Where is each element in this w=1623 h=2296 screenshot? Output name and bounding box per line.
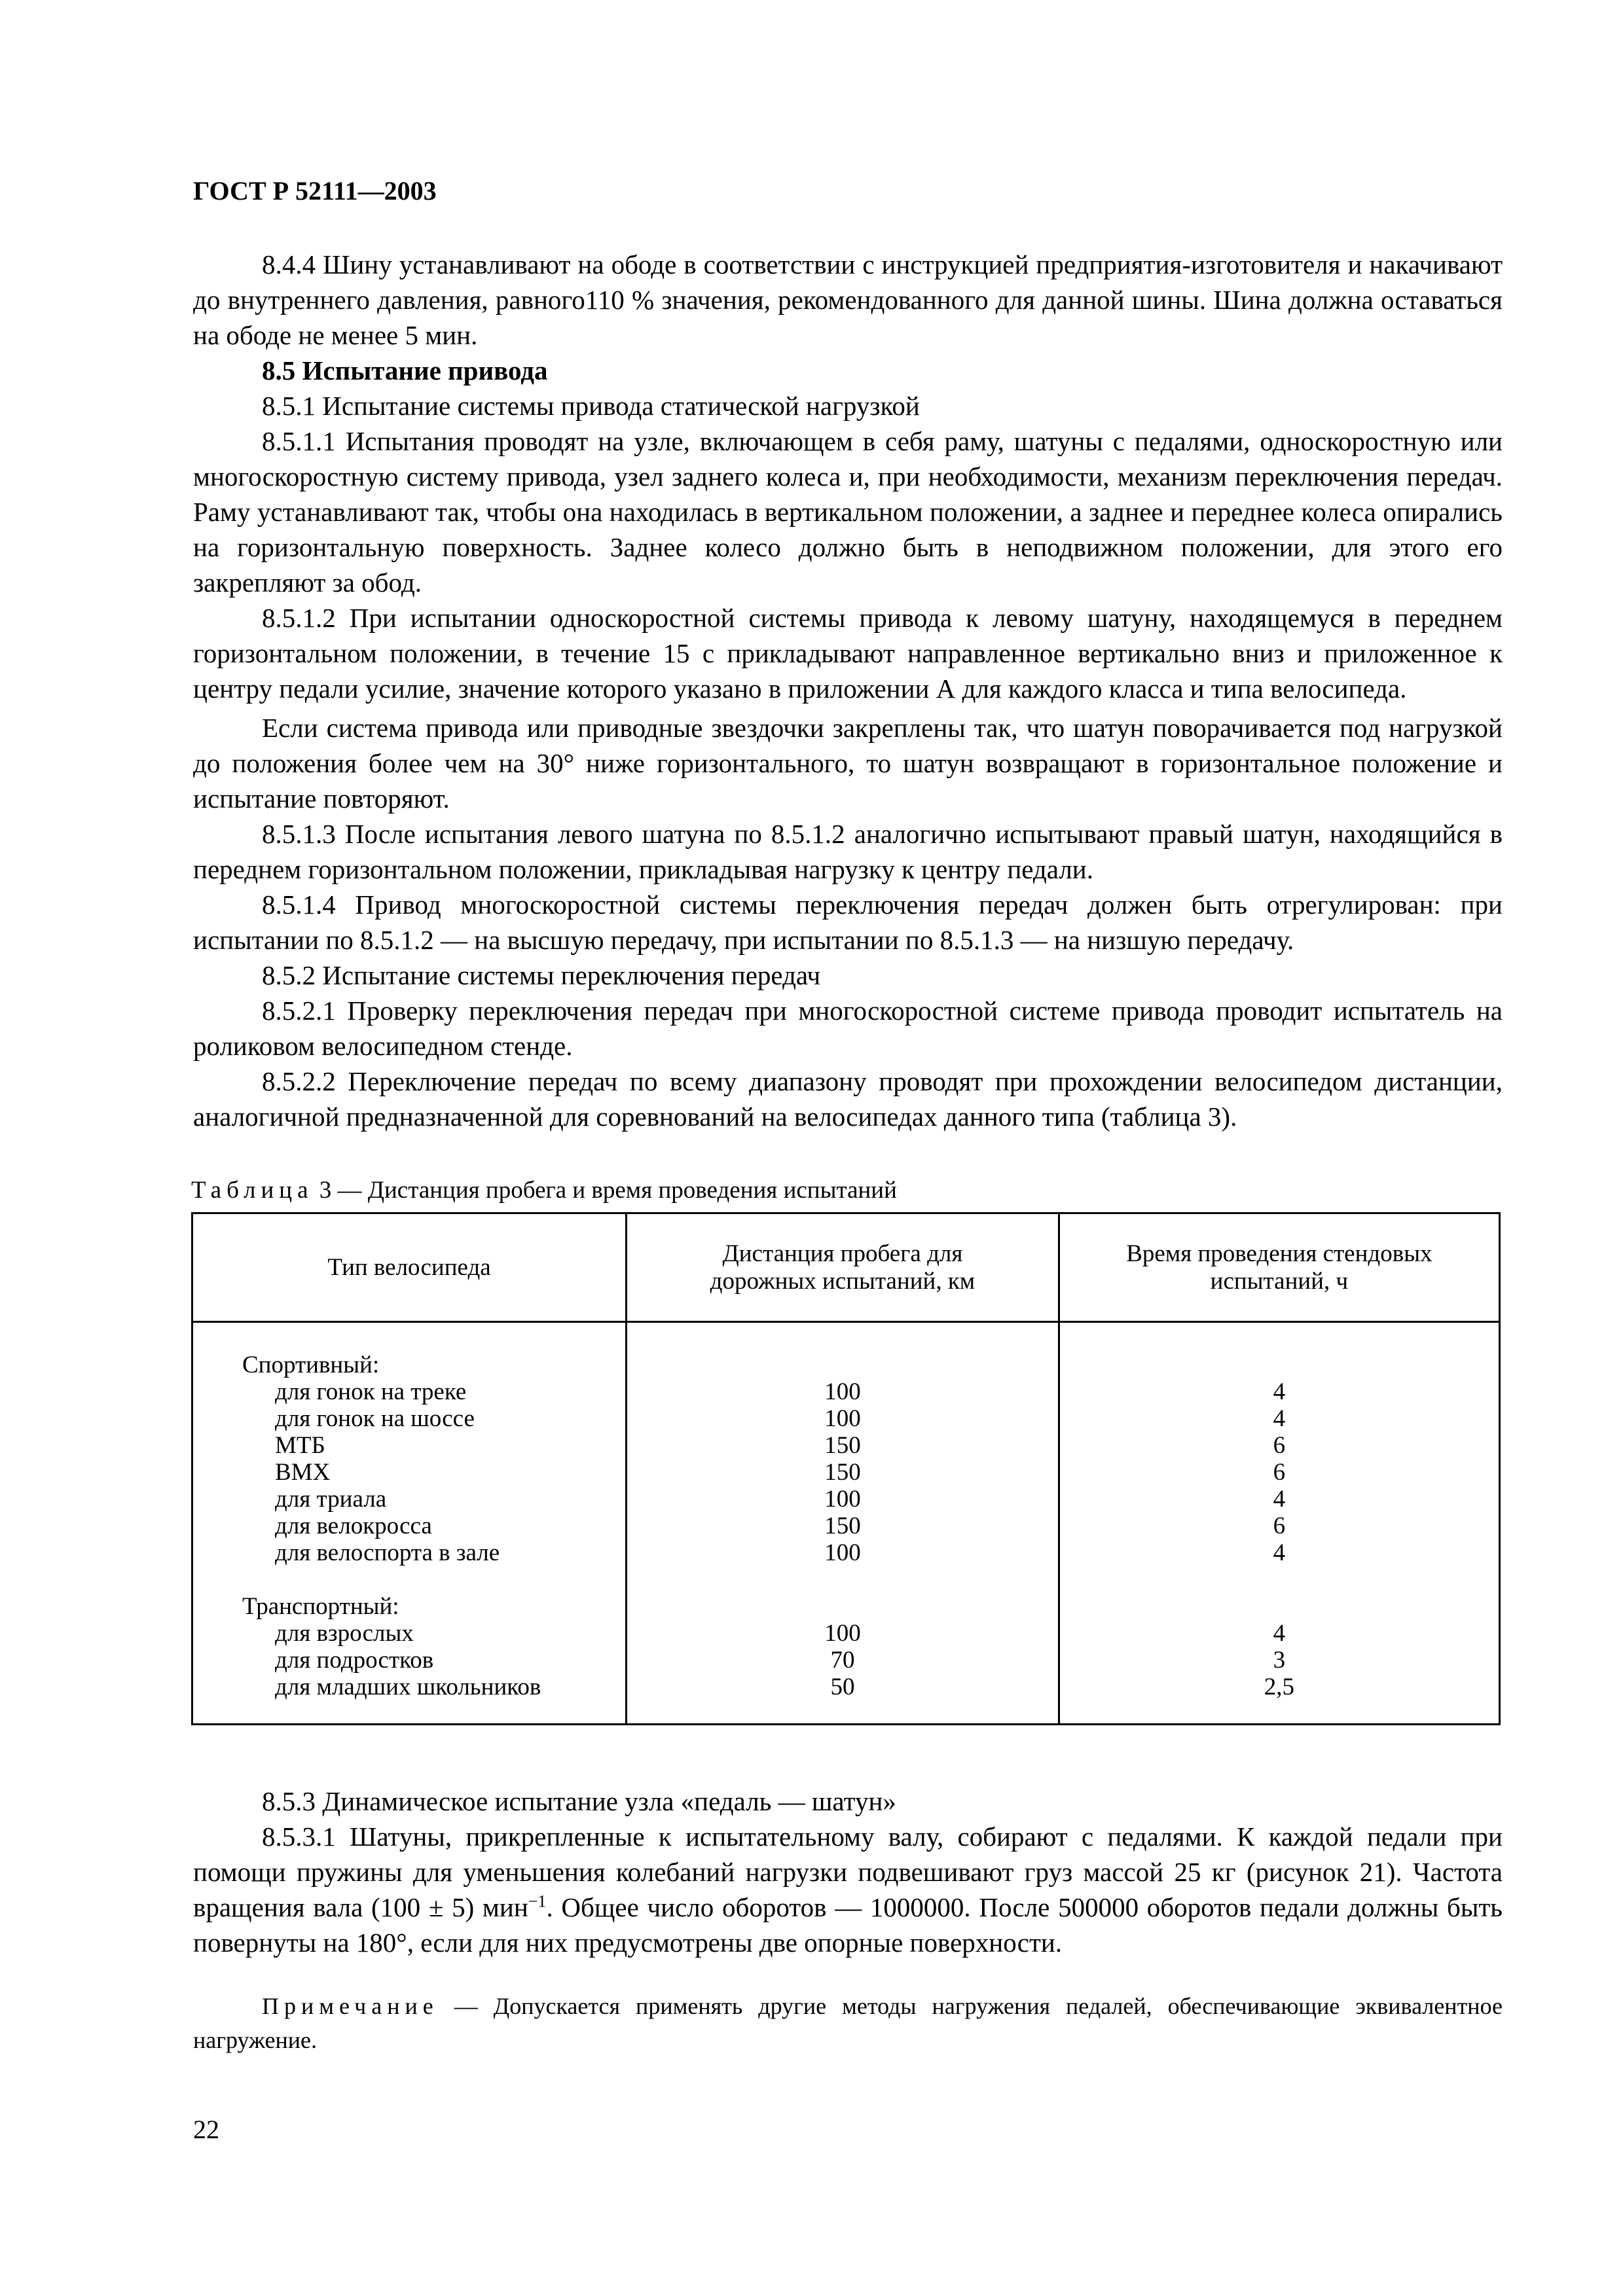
paragraph-8-5-3-1-part1: 8.5.3.1 Шатуны, прикрепленные к испытательному валу, собирают с педалями. К каждой педали при помощи пружины для уменьшения колебаний нагрузки подвешивают груз массой 25 кг (рисунок 21). Частота вращения вала (100 ± 5) мин [193, 1821, 1503, 1922]
paragraph-8-5-1-3: 8.5.1.3 После испытания левого шатуна по 8.5.1.2 аналогично испытывают правый шатун, находящийся в переднем горизонтальном положении, прикладывая нагрузку к центру педали. [193, 819, 1503, 884]
table-cell: для триала [275, 1486, 387, 1513]
paragraph-8-5-2-2: 8.5.2.2 Переключение передач по всему диапазону проводят при прохождении велосипедом дистанции, аналогичной предназначенной для соревнований на велосипедах данного типа (таблица 3). [193, 1066, 1503, 1132]
paragraph-8-5-2: 8.5.2 Испытание системы переключения передач [262, 960, 821, 990]
table-cell: 150 [824, 1513, 861, 1539]
group-sport-label: Спортивный: [242, 1352, 380, 1378]
table-cell: для подростков [275, 1647, 434, 1674]
paragraph-8-5-1-4: 8.5.1.4 Привод многоскоростной системы переключения передач должен быть отрегулирован: при испытании по 8.5.1.2 — на высшую передачу, при испытании по 8.5.1.3 — на низшую передачу. [193, 889, 1503, 955]
header-bike-type: Тип велосипеда [192, 1213, 627, 1322]
table-cell: 6 [1273, 1432, 1286, 1459]
table-cell: 100 [824, 1486, 861, 1513]
column-bike-type [192, 1322, 627, 1725]
table-cell: 4 [1273, 1378, 1286, 1405]
table-cell: для младших школьников [275, 1674, 541, 1700]
paragraph-8-5-1-2: 8.5.1.2 При испытании односкоростной системы привода к левому шатуну, находящемуся в переднем горизонтальном положении, в течение 15 с прикладывают направленное вертикально вниз и приложенное к центру педали усилие, значение которого указано в приложении А для каждого класса и типа велосипеда. [193, 603, 1503, 704]
table-caption [191, 1176, 897, 1204]
table-cell: для велоспорта в зале [275, 1539, 500, 1566]
document-header: ГОСТ Р 52111—2003 [193, 176, 437, 206]
paragraph-8-5-3: 8.5.3 Динамическое испытание узла «педаль — шатун» [262, 1786, 896, 1816]
section-heading-8-5: 8.5 Испытание привода [262, 355, 548, 386]
table-cell: 4 [1273, 1539, 1286, 1566]
table-cell: 100 [824, 1620, 861, 1647]
header-road-distance-text: Дистанция пробега для дорожных испытаний, км [710, 1240, 976, 1295]
table-cell: для взрослых [275, 1620, 414, 1647]
paragraph-8-4-4: 8.4.4 Шину устанавливают на ободе в соответствии с инструкцией предприятия-изготовителя и накачивают до внутреннего давления, равного110 % значения, рекомендованного для данной шины. Шина должна оставаться на ободе не менее 5 мин. [193, 249, 1503, 350]
table-cell: 100 [824, 1378, 861, 1405]
table-cell: 4 [1273, 1620, 1286, 1647]
group-transport-label: Транспортный: [242, 1593, 399, 1620]
column-bench-time [1059, 1322, 1499, 1725]
header-bench-time-text: Время проведения стендовых испытаний, ч [1126, 1240, 1432, 1295]
page-number: 22 [193, 2115, 219, 2144]
paragraph-8-5-3-1 [193, 1819, 1503, 1960]
table-cell: 4 [1273, 1486, 1286, 1513]
note-paragraph [193, 1989, 1503, 2057]
table-cell: 100 [824, 1405, 861, 1432]
header-road-distance [627, 1213, 1059, 1322]
table-cell: 150 [824, 1432, 861, 1459]
table-cell: ВМХ [275, 1459, 331, 1486]
paragraph-8-5-1-2-cont: Если система привода или приводные звездочки закреплены так, что шатун поворачивается под нагрузкой до положения более чем на 30° ниже горизонтального, то шатун возвращают в горизонтальное положение и испытание повторяют. [193, 713, 1503, 814]
table-cell: 2,5 [1264, 1674, 1295, 1700]
superscript-minus-one: −1 [528, 1892, 547, 1911]
table-cell: МТБ [275, 1432, 325, 1459]
table-header-row [192, 1213, 1500, 1322]
table-cell: для гонок на треке [275, 1378, 467, 1405]
bottom-text-block [193, 1784, 1503, 1960]
paragraph-8-5-2-1: 8.5.2.1 Проверку переключения передач при многоскоростной системе привода проводит испытатель на роликовом велосипедном стенде. [193, 996, 1503, 1061]
table-cell: 3 [1273, 1647, 1286, 1674]
table-cell: 100 [824, 1539, 861, 1566]
table-cell: 50 [830, 1674, 855, 1700]
column-road-distance [627, 1322, 1059, 1725]
table-cell: для велокросса [275, 1513, 432, 1539]
top-text-block [193, 247, 1503, 1134]
table-cell: 150 [824, 1459, 861, 1486]
note-label: Примечание [262, 1993, 439, 2019]
paragraph-8-5-1-1: 8.5.1.1 Испытания проводят на узле, включающем в себя раму, шатуны с педалями, односкоростную или многоскоростную систему привода, узел заднего колеса и, при необходимости, механизм переключения передач. Раму устанавливают так, чтобы она находилась в вертикальном положении, а заднее и переднее колеса опирались на горизонтальную поверхность. Заднее колесо должно быть в неподвижном положении, для этого его закрепляют за обод. [193, 426, 1503, 598]
distance-time-table [191, 1212, 1501, 1725]
table-caption-label: Таблица [191, 1177, 314, 1204]
table-cell: 6 [1273, 1513, 1286, 1539]
paragraph-8-5-1: 8.5.1 Испытание системы привода статической нагрузкой [262, 391, 920, 421]
table-cell: 4 [1273, 1405, 1286, 1432]
table-cell: 6 [1273, 1459, 1286, 1486]
table-cell: для гонок на шоссе [275, 1405, 475, 1432]
paragraph-8-5-3-1-part2: . Общее число оборотов — 1000000. После 500000 оборотов педали должны быть повернуты на 180°, если для них предусмотрены две опорные поверхности. [193, 1892, 1503, 1958]
table-caption-text: 3 — Дистанция пробега и время проведения испытаний [313, 1177, 897, 1204]
header-bench-time [1059, 1213, 1499, 1322]
table-body-row [192, 1322, 1500, 1725]
table-cell: 70 [830, 1647, 855, 1674]
note-text: — Допускается применять другие методы нагружения педалей, обеспечивающие эквивалентное нагружение. [193, 1993, 1503, 2053]
